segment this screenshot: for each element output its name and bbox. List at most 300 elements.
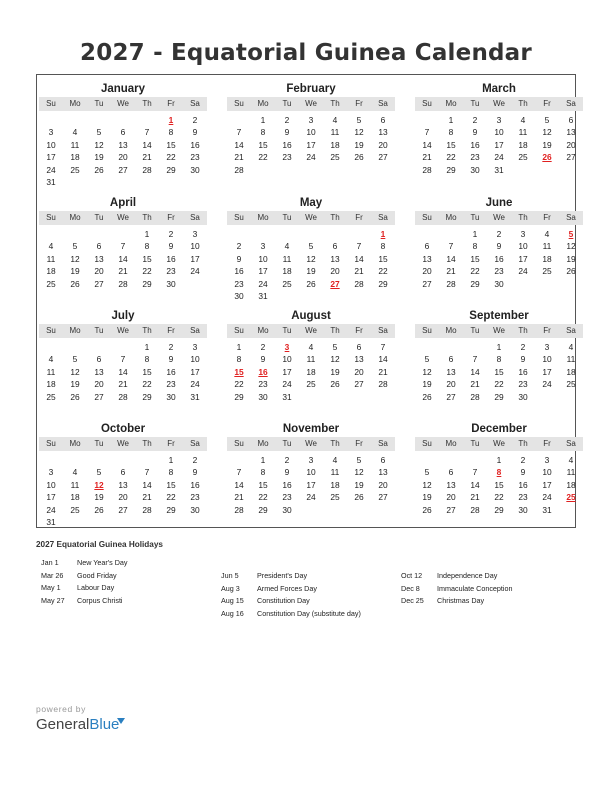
day-cell: 2 (192, 455, 198, 465)
day-cell: 14 (142, 479, 152, 490)
day-cell: 17 (46, 152, 56, 163)
day-cell: 12 (94, 139, 104, 150)
empty-day (63, 228, 87, 240)
day-cell: 14 (118, 253, 128, 264)
weekday-label: Fr (355, 439, 363, 448)
day-cell: 2 (284, 455, 290, 465)
day-cell: 23 (166, 379, 176, 390)
weekday-label: Su (422, 213, 432, 222)
day-cell: 30 (190, 504, 200, 515)
day-cell: 8 (260, 127, 266, 138)
day-cell: 17 (190, 366, 200, 377)
logo-triangle-icon (117, 718, 125, 724)
day-cell: 24 (258, 278, 268, 289)
day-cell: 25 (518, 152, 528, 163)
weekday-label: Su (46, 99, 56, 108)
day-cell: 20 (378, 479, 388, 490)
day-cell: 15 (166, 139, 176, 150)
empty-day (135, 114, 159, 126)
weekday-label: Fr (543, 439, 551, 448)
day-cell: 20 (446, 379, 456, 390)
month-january (39, 81, 207, 188)
day-cell: 31 (46, 176, 56, 187)
day-cell: 8 (236, 354, 242, 365)
weekday-label: Mo (69, 213, 81, 222)
day-cell: 25 (542, 266, 552, 277)
empty-day (63, 114, 87, 126)
day-cell: 16 (470, 139, 480, 150)
day-cell: 12 (70, 366, 80, 377)
day-cell: 29 (234, 391, 244, 402)
day-cell: 15 (166, 479, 176, 490)
weekday-label: Mo (445, 213, 457, 222)
empty-day (87, 114, 111, 126)
empty-day (39, 228, 63, 240)
day-cell: 2 (192, 115, 198, 125)
day-cell: 27 (118, 164, 128, 175)
day-cell: 19 (566, 253, 576, 264)
day-cell: 31 (542, 504, 552, 515)
weekday-label: We (493, 439, 505, 448)
day-cell: 5 (72, 354, 78, 365)
day-cell: 24 (518, 266, 528, 277)
weekday-label: Mo (445, 439, 457, 448)
day-cell: 4 (48, 354, 54, 365)
month-name: June (485, 197, 513, 209)
day-cell: 6 (356, 342, 362, 352)
day-cell: 9 (192, 467, 198, 478)
day-cell: 19 (354, 139, 364, 150)
holiday-date: Aug 16 (221, 608, 244, 618)
day-cell: 16 (518, 366, 528, 377)
day-cell: 21 (118, 266, 128, 277)
day-cell: 20 (566, 139, 576, 150)
day-cell: 14 (470, 479, 480, 490)
day-cell: 5 (72, 241, 78, 252)
day-cell: 23 (190, 492, 200, 503)
day-cell: 22 (258, 492, 268, 503)
weekday-header (227, 324, 395, 338)
holiday-row (41, 557, 128, 570)
day-cell: 11 (330, 467, 340, 478)
day-cell: 16 (166, 366, 176, 377)
holiday-column (401, 570, 513, 608)
day-cell: 8 (448, 127, 454, 138)
weekday-label: Th (518, 326, 528, 335)
day-cell: 21 (378, 366, 388, 377)
day-cell: 10 (46, 479, 56, 490)
day-cell: 20 (422, 266, 432, 277)
logo-blue-text: Blue (89, 716, 120, 733)
weekday-label: Sa (378, 439, 388, 448)
day-cell: 1 (168, 455, 174, 465)
day-cell: 25 (70, 504, 80, 515)
day-cell: 26 (354, 152, 364, 163)
weekday-label: Fr (543, 213, 551, 222)
holiday-date: Aug 3 (221, 583, 240, 593)
day-cell: 6 (448, 354, 454, 365)
day-cell: 28 (234, 504, 244, 515)
day-cell: 27 (94, 391, 104, 402)
day-cell: 21 (354, 266, 364, 277)
weekday-label: Tu (94, 99, 104, 108)
weekday-label: Su (234, 99, 244, 108)
day-cell: 26 (354, 492, 364, 503)
day-cell: 25 (566, 379, 576, 390)
holiday-row (41, 595, 128, 608)
day-cell: 4 (568, 342, 574, 352)
day-cell: 9 (520, 354, 526, 365)
day-cell: 29 (142, 278, 152, 289)
day-cell: 22 (378, 266, 388, 277)
day-cell: 16 (166, 253, 176, 264)
day-cell: 3 (308, 115, 314, 125)
day-cell: 22 (142, 266, 152, 277)
weekday-label: We (493, 99, 505, 108)
holiday-date: Dec 25 (401, 596, 424, 606)
day-cell: 22 (470, 266, 480, 277)
month-name: May (299, 197, 323, 209)
day-cell: 6 (96, 354, 102, 365)
weekday-label: Su (46, 439, 56, 448)
day-cell: 28 (234, 164, 244, 175)
weekday-label: Su (46, 213, 56, 222)
day-cell: 13 (566, 127, 576, 138)
day-cell: 23 (166, 266, 176, 277)
day-cell: 28 (118, 278, 128, 289)
empty-day (415, 114, 439, 126)
day-cell: 14 (422, 139, 432, 150)
day-cell: 7 (144, 127, 150, 138)
day-cell: 13 (446, 479, 456, 490)
day-cell: 28 (142, 504, 152, 515)
day-cell: 5 (356, 455, 362, 465)
day-cell: 3 (520, 229, 526, 239)
empty-day (439, 228, 463, 240)
day-cell: 3 (192, 229, 198, 239)
day-cell: 22 (142, 379, 152, 390)
day-cell: 18 (518, 139, 528, 150)
day-cell: 28 (378, 379, 388, 390)
day-cell: 7 (236, 467, 242, 478)
day-cell: 27 (422, 278, 432, 289)
weekday-label: Sa (566, 99, 576, 108)
weekday-label: We (117, 439, 129, 448)
weekday-header (415, 97, 583, 111)
weekday-label: Sa (190, 99, 200, 108)
day-cell: 15 (142, 366, 152, 377)
holiday-name: Constitution Day (substitute day) (257, 608, 361, 618)
day-cell: 10 (190, 241, 200, 252)
day-cell: 10 (190, 354, 200, 365)
day-cell: 29 (166, 504, 176, 515)
weekday-label: Mo (69, 439, 81, 448)
day-grid (415, 228, 583, 290)
day-cell: 9 (168, 241, 174, 252)
day-cell: 12 (422, 366, 432, 377)
day-cell: 9 (284, 127, 290, 138)
day-cell: 23 (494, 266, 504, 277)
weekday-label: Th (330, 213, 340, 222)
day-cell: 16 (282, 479, 292, 490)
day-cell: 26 (94, 504, 104, 515)
weekday-label: Th (330, 326, 340, 335)
day-cell: 28 (118, 391, 128, 402)
month-september (415, 308, 583, 403)
weekday-label: Sa (566, 213, 576, 222)
empty-day (227, 228, 251, 240)
day-cell: 30 (282, 504, 292, 515)
day-cell: 27 (378, 492, 388, 503)
day-cell: 2 (236, 241, 242, 252)
day-cell: 11 (282, 253, 292, 264)
day-cell: 11 (70, 139, 80, 150)
day-cell: 17 (258, 266, 268, 277)
day-cell: 30 (190, 164, 200, 175)
day-cell: 18 (282, 266, 292, 277)
holiday-day: 12 (94, 479, 104, 490)
day-cell: 13 (330, 253, 340, 264)
holiday-column (221, 570, 361, 620)
day-cell: 12 (566, 241, 576, 252)
day-cell: 26 (306, 278, 316, 289)
weekday-header (39, 324, 207, 338)
empty-day (227, 454, 251, 466)
holiday-day: 1 (380, 229, 386, 239)
day-cell: 30 (518, 391, 528, 402)
weekday-label: Tu (94, 213, 104, 222)
day-cell: 26 (70, 278, 80, 289)
day-cell: 29 (470, 278, 480, 289)
day-cell: 8 (144, 354, 150, 365)
weekday-label: Fr (355, 326, 363, 335)
weekday-label: Sa (566, 439, 576, 448)
day-cell: 1 (496, 455, 502, 465)
empty-day (227, 114, 251, 126)
day-cell: 21 (446, 266, 456, 277)
day-cell: 13 (94, 366, 104, 377)
month-name: September (469, 310, 529, 322)
empty-day (275, 228, 299, 240)
day-cell: 28 (422, 164, 432, 175)
month-name: December (471, 423, 527, 435)
day-cell: 2 (520, 455, 526, 465)
weekday-label: Tu (470, 326, 480, 335)
day-cell: 8 (472, 241, 478, 252)
empty-day (323, 228, 347, 240)
day-cell: 6 (332, 241, 338, 252)
day-cell: 28 (470, 504, 480, 515)
day-cell: 7 (120, 241, 126, 252)
day-cell: 21 (234, 492, 244, 503)
day-cell: 19 (70, 379, 80, 390)
day-cell: 22 (166, 492, 176, 503)
empty-day (39, 454, 63, 466)
day-cell: 13 (446, 366, 456, 377)
holiday-day: 16 (258, 366, 268, 377)
day-grid (415, 114, 583, 176)
day-cell: 29 (166, 164, 176, 175)
day-cell: 9 (496, 241, 502, 252)
day-cell: 2 (284, 115, 290, 125)
holiday-row (401, 595, 513, 608)
day-cell: 22 (166, 152, 176, 163)
day-cell: 26 (422, 391, 432, 402)
holiday-day: 5 (568, 229, 574, 239)
day-cell: 17 (46, 492, 56, 503)
day-grid (415, 341, 583, 403)
day-cell: 5 (424, 354, 430, 365)
day-cell: 21 (470, 379, 480, 390)
day-cell: 27 (94, 278, 104, 289)
day-cell: 7 (472, 467, 478, 478)
day-grid (39, 228, 207, 290)
day-cell: 13 (118, 479, 128, 490)
day-cell: 6 (424, 241, 430, 252)
day-cell: 24 (306, 152, 316, 163)
day-cell: 26 (422, 504, 432, 515)
day-cell: 9 (472, 127, 478, 138)
empty-day (439, 454, 463, 466)
empty-day (415, 341, 439, 353)
day-grid (227, 454, 395, 516)
page-title: 2027 - Equatorial Guinea Calendar (80, 40, 532, 66)
holiday-day: 8 (496, 467, 502, 478)
day-cell: 7 (236, 127, 242, 138)
day-cell: 19 (422, 379, 432, 390)
day-grid (39, 454, 207, 528)
day-cell: 5 (356, 115, 362, 125)
day-cell: 7 (448, 241, 454, 252)
day-cell: 29 (446, 164, 456, 175)
day-cell: 23 (470, 152, 480, 163)
day-cell: 22 (234, 379, 244, 390)
weekday-label: Th (518, 213, 528, 222)
day-cell: 29 (258, 504, 268, 515)
holiday-date: Jan 1 (41, 558, 59, 567)
day-cell: 25 (46, 278, 56, 289)
day-cell: 2 (260, 342, 266, 352)
day-cell: 17 (542, 366, 552, 377)
weekday-label: Tu (282, 326, 292, 335)
day-cell: 13 (378, 127, 388, 138)
day-cell: 27 (446, 391, 456, 402)
day-cell: 6 (380, 115, 386, 125)
day-cell: 15 (378, 253, 388, 264)
day-cell: 4 (72, 127, 78, 138)
day-cell: 27 (378, 152, 388, 163)
weekday-label: Mo (69, 326, 81, 335)
day-cell: 20 (118, 492, 128, 503)
holiday-date: May 1 (41, 583, 61, 593)
day-cell: 10 (282, 354, 292, 365)
holiday-row (221, 570, 361, 583)
day-cell: 11 (46, 253, 56, 264)
generalblue-logo (36, 716, 119, 733)
weekday-label: Su (234, 213, 244, 222)
month-august (227, 308, 395, 403)
holiday-row (221, 583, 361, 596)
month-name: March (482, 83, 516, 95)
day-cell: 27 (118, 504, 128, 515)
holiday-name: New Year's Day (77, 558, 128, 567)
day-cell: 10 (46, 139, 56, 150)
day-cell: 18 (542, 253, 552, 264)
day-cell: 12 (330, 354, 340, 365)
day-cell: 27 (354, 379, 364, 390)
holiday-date: May 27 (41, 595, 65, 605)
day-cell: 21 (234, 152, 244, 163)
day-cell: 24 (46, 504, 56, 515)
day-cell: 15 (446, 139, 456, 150)
day-cell: 19 (94, 152, 104, 163)
day-cell: 19 (330, 366, 340, 377)
day-cell: 16 (282, 139, 292, 150)
day-cell: 14 (470, 366, 480, 377)
weekday-label: Sa (190, 326, 200, 335)
day-cell: 8 (168, 467, 174, 478)
day-cell: 28 (470, 391, 480, 402)
day-cell: 24 (494, 152, 504, 163)
day-cell: 6 (568, 115, 574, 125)
empty-day (87, 454, 111, 466)
holiday-row (401, 570, 513, 583)
month-july (39, 308, 207, 403)
day-cell: 30 (166, 278, 176, 289)
day-cell: 8 (168, 127, 174, 138)
weekday-label: Mo (445, 99, 457, 108)
day-cell: 8 (380, 241, 386, 252)
weekday-label: Fr (167, 213, 175, 222)
day-cell: 25 (330, 152, 340, 163)
weekday-label: Tu (470, 99, 480, 108)
empty-day (63, 454, 87, 466)
weekday-label: Th (330, 99, 340, 108)
day-cell: 8 (144, 241, 150, 252)
empty-day (39, 114, 63, 126)
day-cell: 22 (258, 152, 268, 163)
empty-day (415, 454, 439, 466)
day-cell: 20 (354, 366, 364, 377)
day-cell: 18 (566, 479, 576, 490)
day-cell: 28 (446, 278, 456, 289)
holiday-day: 26 (542, 152, 552, 163)
day-cell: 22 (494, 379, 504, 390)
day-cell: 3 (496, 115, 502, 125)
month-name: April (109, 197, 137, 209)
day-cell: 14 (446, 253, 456, 264)
month-october (39, 421, 207, 528)
weekday-label: Fr (543, 99, 551, 108)
day-cell: 15 (494, 366, 504, 377)
day-cell: 30 (470, 164, 480, 175)
day-cell: 2 (168, 229, 174, 239)
month-name: August (291, 310, 331, 322)
day-cell: 12 (354, 127, 364, 138)
day-cell: 24 (306, 492, 316, 503)
day-cell: 9 (520, 467, 526, 478)
day-cell: 13 (422, 253, 432, 264)
day-cell: 15 (142, 253, 152, 264)
day-cell: 28 (354, 278, 364, 289)
day-cell: 8 (260, 467, 266, 478)
holiday-name: Labour Day (77, 583, 115, 593)
day-cell: 15 (258, 139, 268, 150)
day-cell: 1 (236, 342, 242, 352)
day-cell: 29 (494, 504, 504, 515)
day-cell: 23 (282, 492, 292, 503)
holidays-heading: 2027 Equatorial Guinea Holidays (36, 540, 163, 549)
